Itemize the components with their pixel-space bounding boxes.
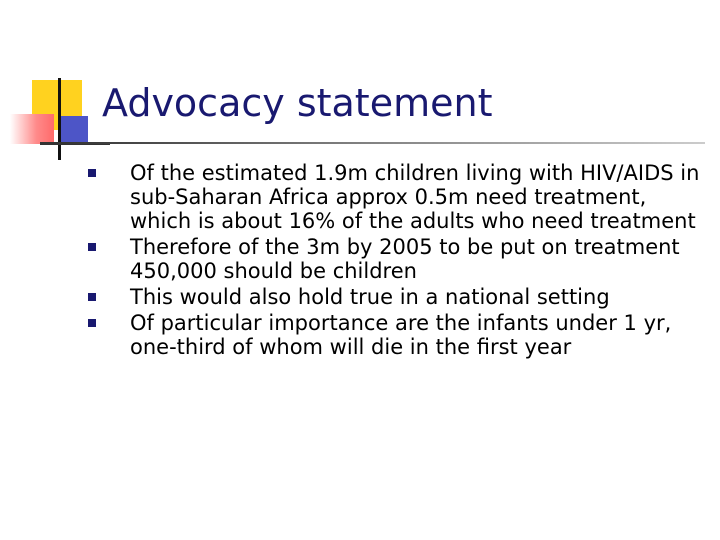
bullet-text: This would also hold true in a national setting <box>130 285 610 309</box>
logo-pink-gradient-bar <box>10 114 54 144</box>
bullet-text: Therefore of the 3m by 2005 to be put on treatment 450,000 should be children <box>130 235 680 283</box>
slide-title: Advocacy statement <box>102 81 493 125</box>
bullet-list <box>70 161 710 361</box>
bullet-item <box>70 285 710 309</box>
decorative-logo <box>0 0 110 170</box>
square-bullet-icon <box>88 169 96 177</box>
title-underline <box>60 142 705 144</box>
logo-vertical-line <box>58 78 61 160</box>
square-bullet-icon <box>88 243 96 251</box>
square-bullet-icon <box>88 319 96 327</box>
bullet-text: Of the estimated 1.9m children living with HIV/AIDS in sub-Saharan Africa approx 0.5m need treatment, which is about 16% of the adults who need treatment <box>130 161 700 233</box>
bullet-item <box>70 235 710 283</box>
bullet-item <box>70 311 710 359</box>
logo-blue-square <box>60 116 88 144</box>
square-bullet-icon <box>88 293 96 301</box>
bullet-text: Of particular importance are the infants under 1 yr, one-third of whom will die in the first year <box>130 311 672 359</box>
bullet-item <box>70 161 710 233</box>
